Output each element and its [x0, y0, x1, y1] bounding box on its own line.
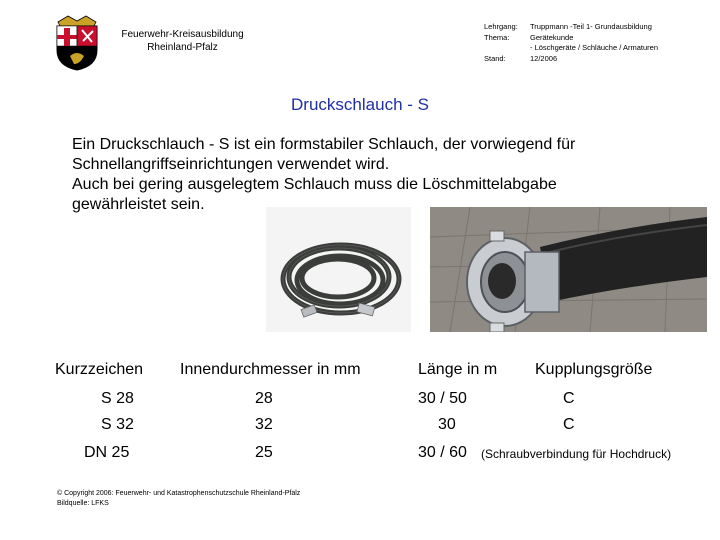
organization-name	[95, 28, 270, 54]
body-line: Auch bei gering ausgelegtem Schlauch muss die Löschmittelabgabe	[72, 176, 557, 193]
cell-kupplung: C	[563, 416, 575, 433]
copyright-text: © Copyright 2006: Feuerwehr- und Katastrophenschutzschule Rheinland-Pfalz	[57, 490, 301, 497]
coupling-photo	[430, 207, 707, 332]
meta-row: - Löschgeräte / Schläuche / Armaturen	[530, 43, 658, 52]
cell-durchmesser: 28	[255, 390, 273, 407]
body-text	[72, 135, 672, 215]
cell-laenge: 30	[438, 416, 456, 433]
slide-title: Druckschlauch - S	[291, 95, 429, 114]
cell-kurzzeichen: DN 25	[84, 444, 130, 461]
hose-coil-photo	[266, 207, 411, 332]
meta-row: Stand: 12/2006	[484, 53, 558, 63]
org-line-1: Feuerwehr-Kreisausbildung	[121, 29, 244, 40]
meta-row: Lehrgang: Truppmann -Teil 1- Grundausbildung	[484, 22, 652, 31]
header-laenge: Länge in m	[418, 361, 498, 378]
header-innendurchmesser: Innendurchmesser in mm	[180, 361, 361, 378]
cell-durchmesser: 32	[255, 416, 273, 433]
cell-kupplung: C	[563, 390, 575, 407]
meta-row: Thema: Gerätekunde	[484, 32, 574, 42]
body-line: Schnellangriffseinrichtungen verwendet wird.	[72, 156, 390, 173]
org-line-2: Rheinland-Pfalz	[147, 42, 218, 53]
cell-kurzzeichen: S 28	[101, 390, 134, 407]
header-kurzzeichen: Kurzzeichen	[55, 361, 144, 378]
cell-laenge: 30 / 60	[418, 444, 467, 461]
body-line: Ein Druckschlauch - S ist ein formstabiler Schlauch, der vorwiegend für	[72, 136, 576, 153]
course-meta	[484, 22, 658, 64]
cell-durchmesser: 25	[255, 444, 273, 461]
footer	[57, 489, 300, 509]
cell-kurzzeichen: S 32	[101, 416, 134, 433]
image-source-text: Bildquelle: LFKS	[57, 500, 109, 507]
header-kupplungsgroesse: Kupplungsgröße	[535, 361, 653, 378]
cell-kupplung-note: (Schraubverbindung für Hochdruck)	[481, 447, 672, 461]
cell-laenge: 30 / 50	[418, 390, 467, 407]
body-line: gewährleistet sein.	[72, 196, 205, 213]
